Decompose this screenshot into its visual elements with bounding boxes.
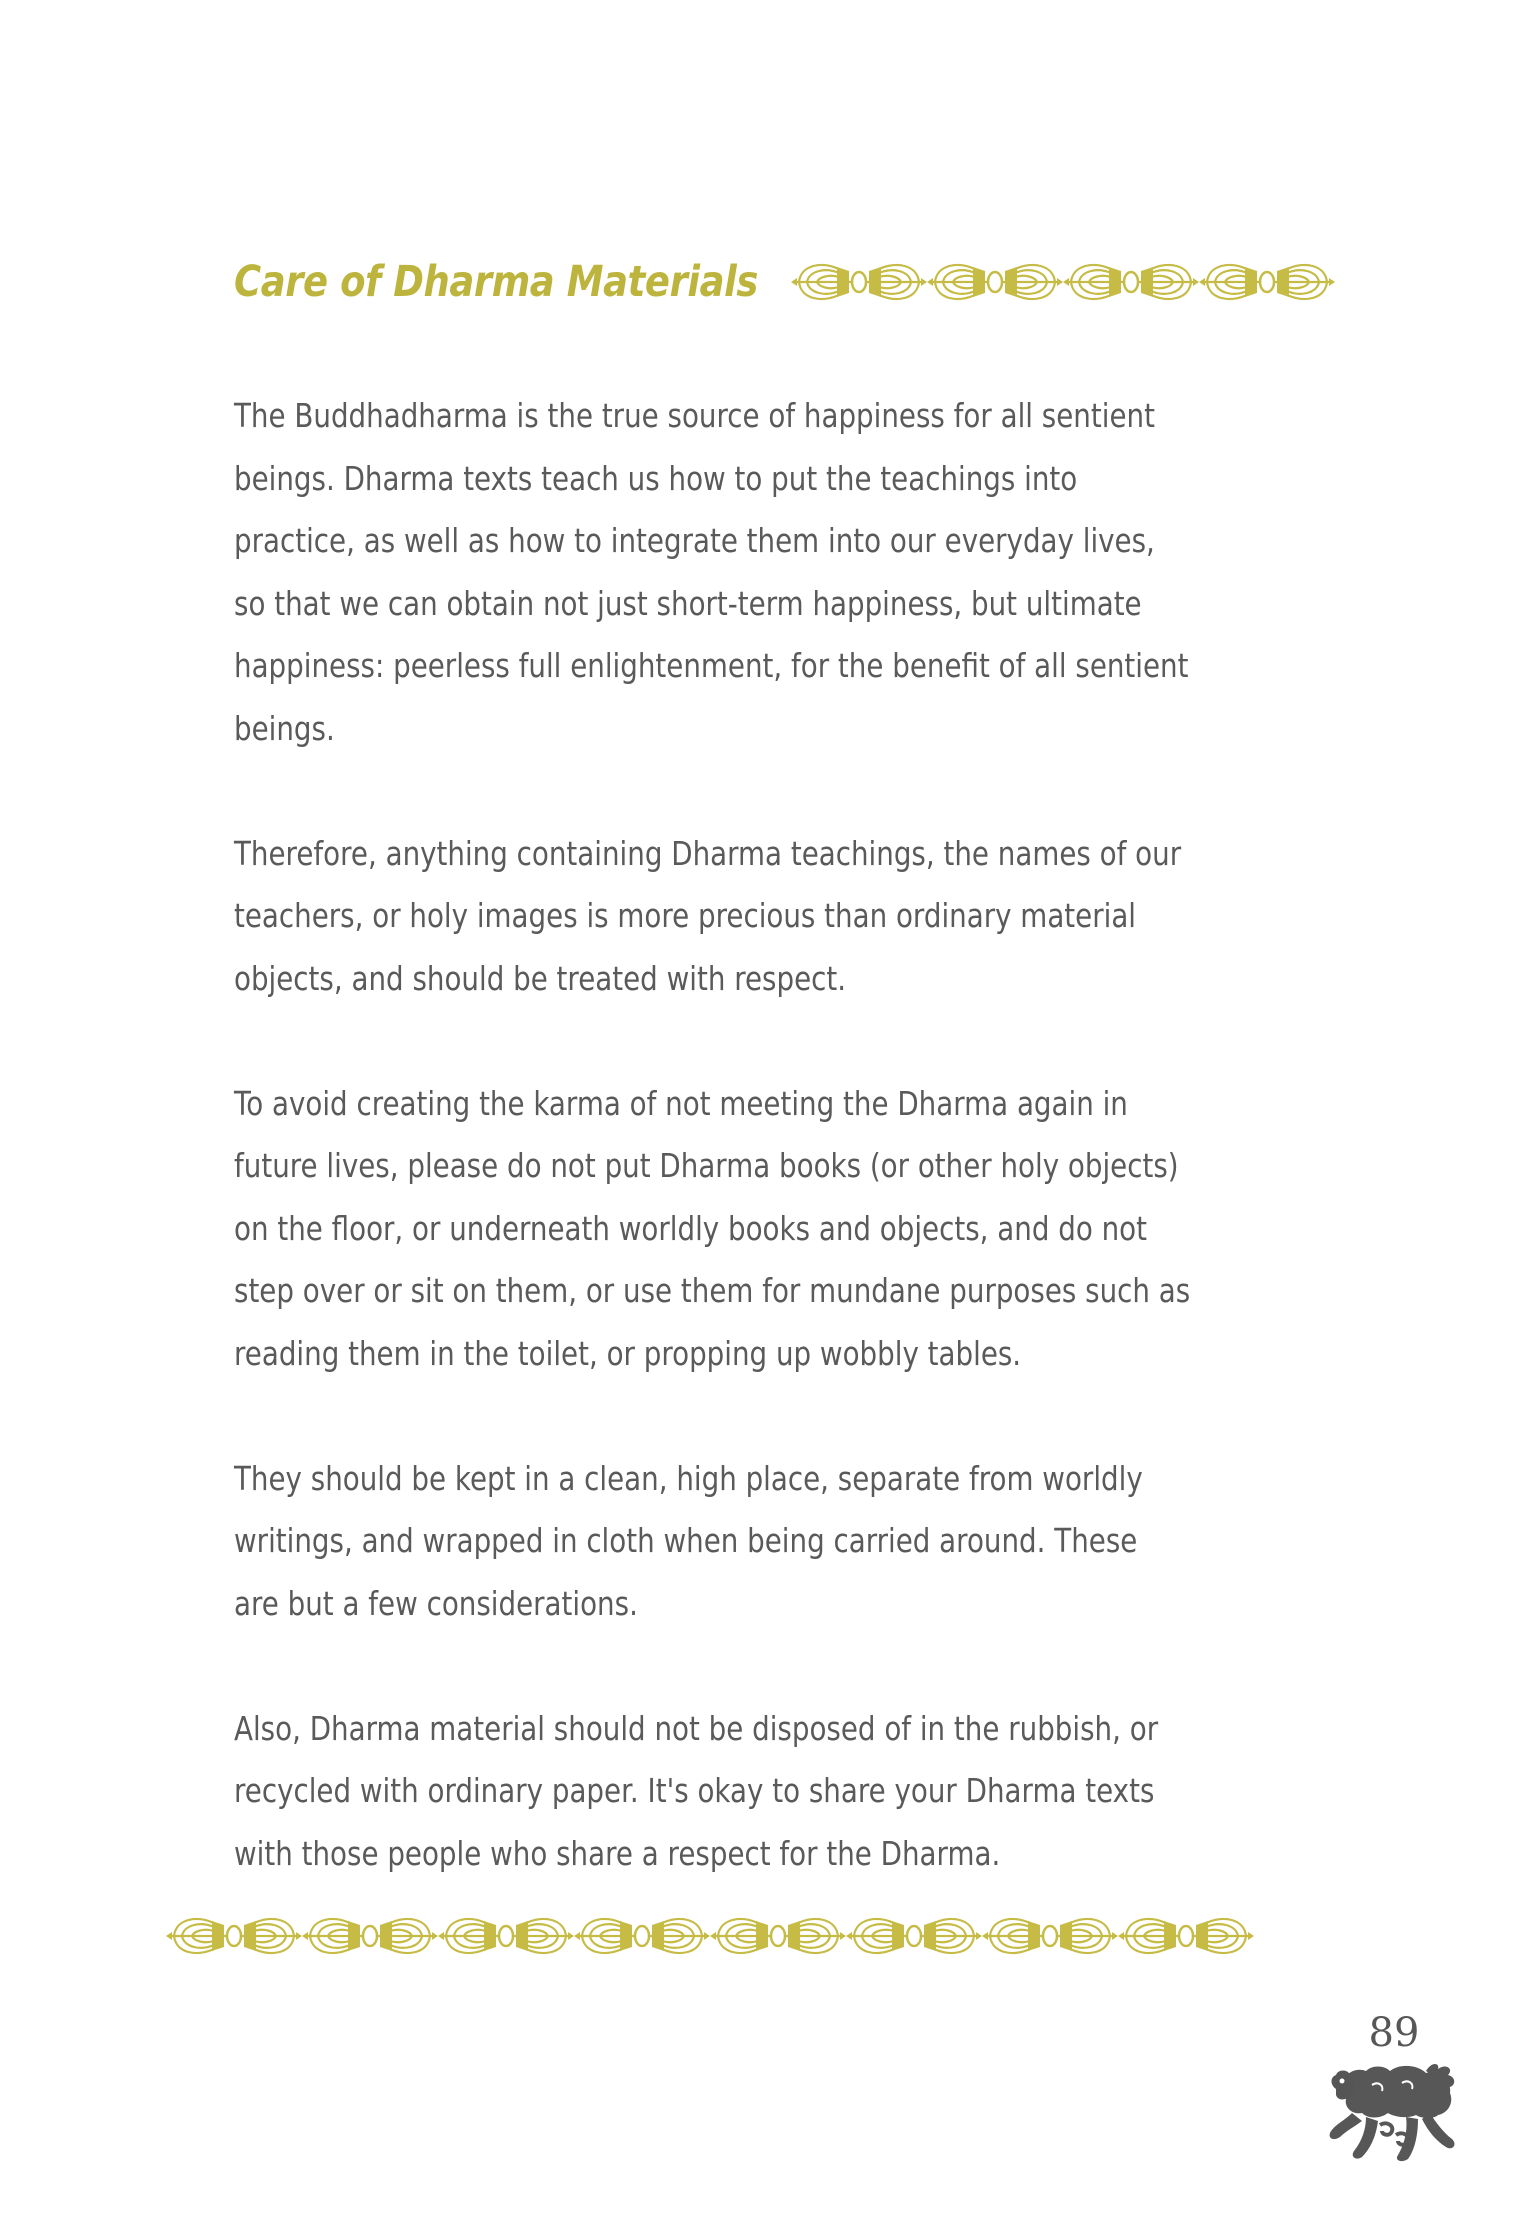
page-number: 89	[1368, 2010, 1420, 2056]
text-line: objects, and should be treated with respect.	[234, 958, 847, 998]
text-line: The Buddhadharma is the true source of happiness for all sentient	[234, 396, 1155, 435]
text-line: so that we can obtain not just short-term happiness, but ultimate	[234, 583, 1142, 623]
text-line: are but a few considerations.	[234, 1583, 638, 1623]
vajra-icon	[846, 1913, 982, 1959]
vajra-icon	[1199, 259, 1335, 305]
bottom-vajra-border	[166, 1913, 1254, 1959]
text-line: teachers, or holy images is more precious than ordinary material	[234, 896, 1137, 935]
text-line: beings.	[234, 708, 335, 748]
vajra-icon	[791, 259, 927, 305]
paragraph-5	[234, 1698, 1360, 1886]
text-line: To avoid creating the karma of not meeting the Dharma again in	[234, 1083, 1128, 1123]
vajra-icon	[982, 1913, 1118, 1959]
snow-lion-icon	[1322, 2055, 1462, 2180]
title-row	[234, 252, 1335, 312]
text-line: Therefore, anything containing Dharma teachings, the names of our	[234, 833, 1182, 873]
vajra-icon	[574, 1913, 710, 1959]
text-line: future lives, please do not put Dharma books (or other holy objects)	[234, 1146, 1179, 1185]
text-line: on the floor, or underneath worldly books and objects, and do not	[234, 1208, 1148, 1248]
text-line: happiness: peerless full enlightenment, for the benefit of all sentient	[234, 646, 1189, 685]
paragraph-1	[234, 385, 1360, 760]
title-vajra-border	[791, 259, 1335, 305]
vajra-icon	[302, 1913, 438, 1959]
vajra-icon	[438, 1913, 574, 1959]
body-text	[234, 385, 1364, 1948]
vajra-icon	[166, 1913, 302, 1959]
page-title: Care of Dharma Materials	[234, 257, 758, 307]
paragraph-4	[234, 1448, 1360, 1636]
text-line: step over or sit on them, or use them for mundane purposes such as	[234, 1271, 1191, 1310]
text-line: writings, and wrapped in cloth when being carried around. These	[234, 1521, 1138, 1560]
text-line: reading them in the toilet, or propping up wobbly tables.	[234, 1333, 1022, 1373]
vajra-icon	[1118, 1913, 1254, 1959]
text-line: with those people who share a respect for the Dharma.	[234, 1833, 1001, 1873]
text-line: beings. Dharma texts teach us how to put the teachings into	[234, 458, 1078, 498]
vajra-icon	[927, 259, 1063, 305]
paragraph-3	[234, 1073, 1360, 1386]
text-line: practice, as well as how to integrate them into our everyday lives,	[234, 521, 1155, 560]
vajra-icon	[710, 1913, 846, 1959]
text-line: They should be kept in a clean, high place, separate from worldly	[234, 1458, 1143, 1498]
text-line: Also, Dharma material should not be disposed of in the rubbish, or	[234, 1708, 1159, 1748]
paragraph-2	[234, 823, 1360, 1011]
vajra-icon	[1063, 259, 1199, 305]
text-line: recycled with ordinary paper. It's okay to share your Dharma texts	[234, 1771, 1155, 1810]
